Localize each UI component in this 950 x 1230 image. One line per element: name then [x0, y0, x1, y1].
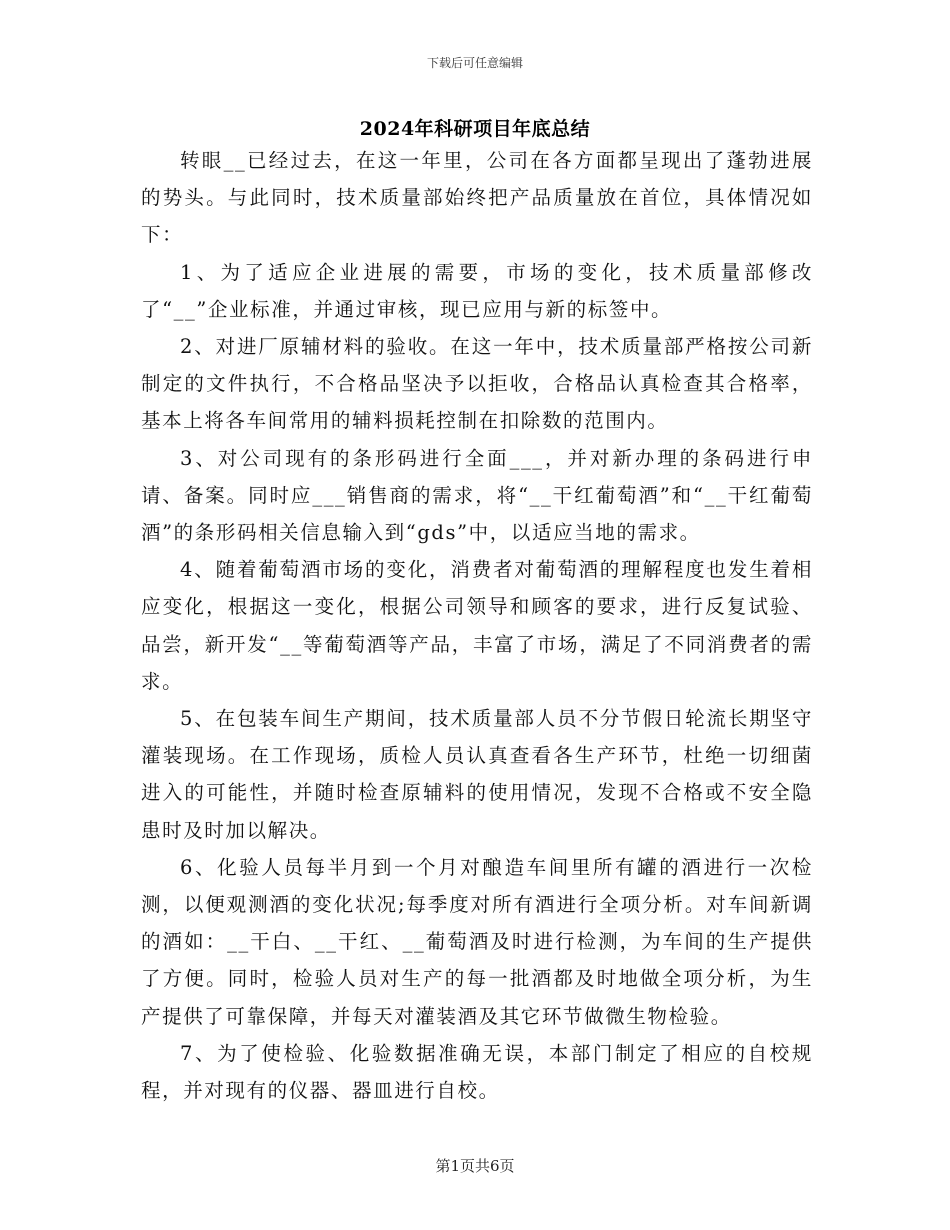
paragraph-item-2: 2、对进厂原辅材料的验收。在这一年中，技术质量部严格按公司新制定的文件执行，不合格品坚决予以拒收，合格品认真检查其合格率，基本上将各车间常用的辅料损耗控制在扣除数的范围内。 — [141, 335, 813, 433]
paragraph-item-4: 4、随着葡萄酒市场的变化，消费者对葡萄酒的理解程度也发生着相应变化，根据这一变化，根据公司领导和顾客的要求，进行反复试验、品尝，新开发“__等葡萄酒等产品，丰富了市场，满足了不同消费者的需求。 — [141, 558, 813, 693]
paragraph-item-3: 3、对公司现有的条形码进行全面___，并对新办理的条码进行申请、备案。同时应___销售商的需求，将“__干红葡萄酒”和“__干红葡萄酒”的条形码相关信息输入到“gds”中，以适应当地的需求。 — [141, 446, 813, 545]
header-note: 下载后可任意编辑 — [426, 56, 523, 70]
paragraph-item-6: 6、化验人员每半月到一个月对酿造车间里所有罐的酒进行一次检测，以便观测酒的变化状况;每季度对所有酒进行全项分析。对车间新调的酒如：__干白、__干红、__葡萄酒及时进行检测，为车间的生产提供了方便。同时，检验人员对生产的每一批酒都及时地做全项分析，为生产提供了可靠保障，并每天对灌装酒及其它环节做微生物检验。 — [141, 855, 813, 1028]
document-body — [141, 142, 813, 1109]
paragraph-item-1: 1、为了适应企业进展的需要，市场的变化，技术质量部修改了“__”企业标准，并通过审核，现已应用与新的标签中。 — [141, 260, 813, 321]
paragraph-item-7: 7、为了使检验、化验数据准确无误，本部门制定了相应的自校规程，并对现有的仪器、器皿进行自校。 — [141, 1041, 813, 1103]
document-title: 2024年科研项目年底总结 — [359, 118, 591, 140]
paragraph-intro: 转眼__已经过去，在这一年里，公司在各方面都呈现出了蓬勃进展的势头。与此同时，技术质量部始终把产品质量放在首位，具体情况如下： — [141, 149, 813, 247]
page-footer: 第1页共6页 — [435, 1157, 515, 1175]
paragraph-item-5: 5、在包装车间生产期间，技术质量部人员不分节假日轮流长期坚守灌装现场。在工作现场，质检人员认真查看各生产环节，杜绝一切细菌进入的可能性，并随时检查原辅料的使用情况，发现不合格或不安全隐患时及时加以解决。 — [141, 707, 813, 842]
